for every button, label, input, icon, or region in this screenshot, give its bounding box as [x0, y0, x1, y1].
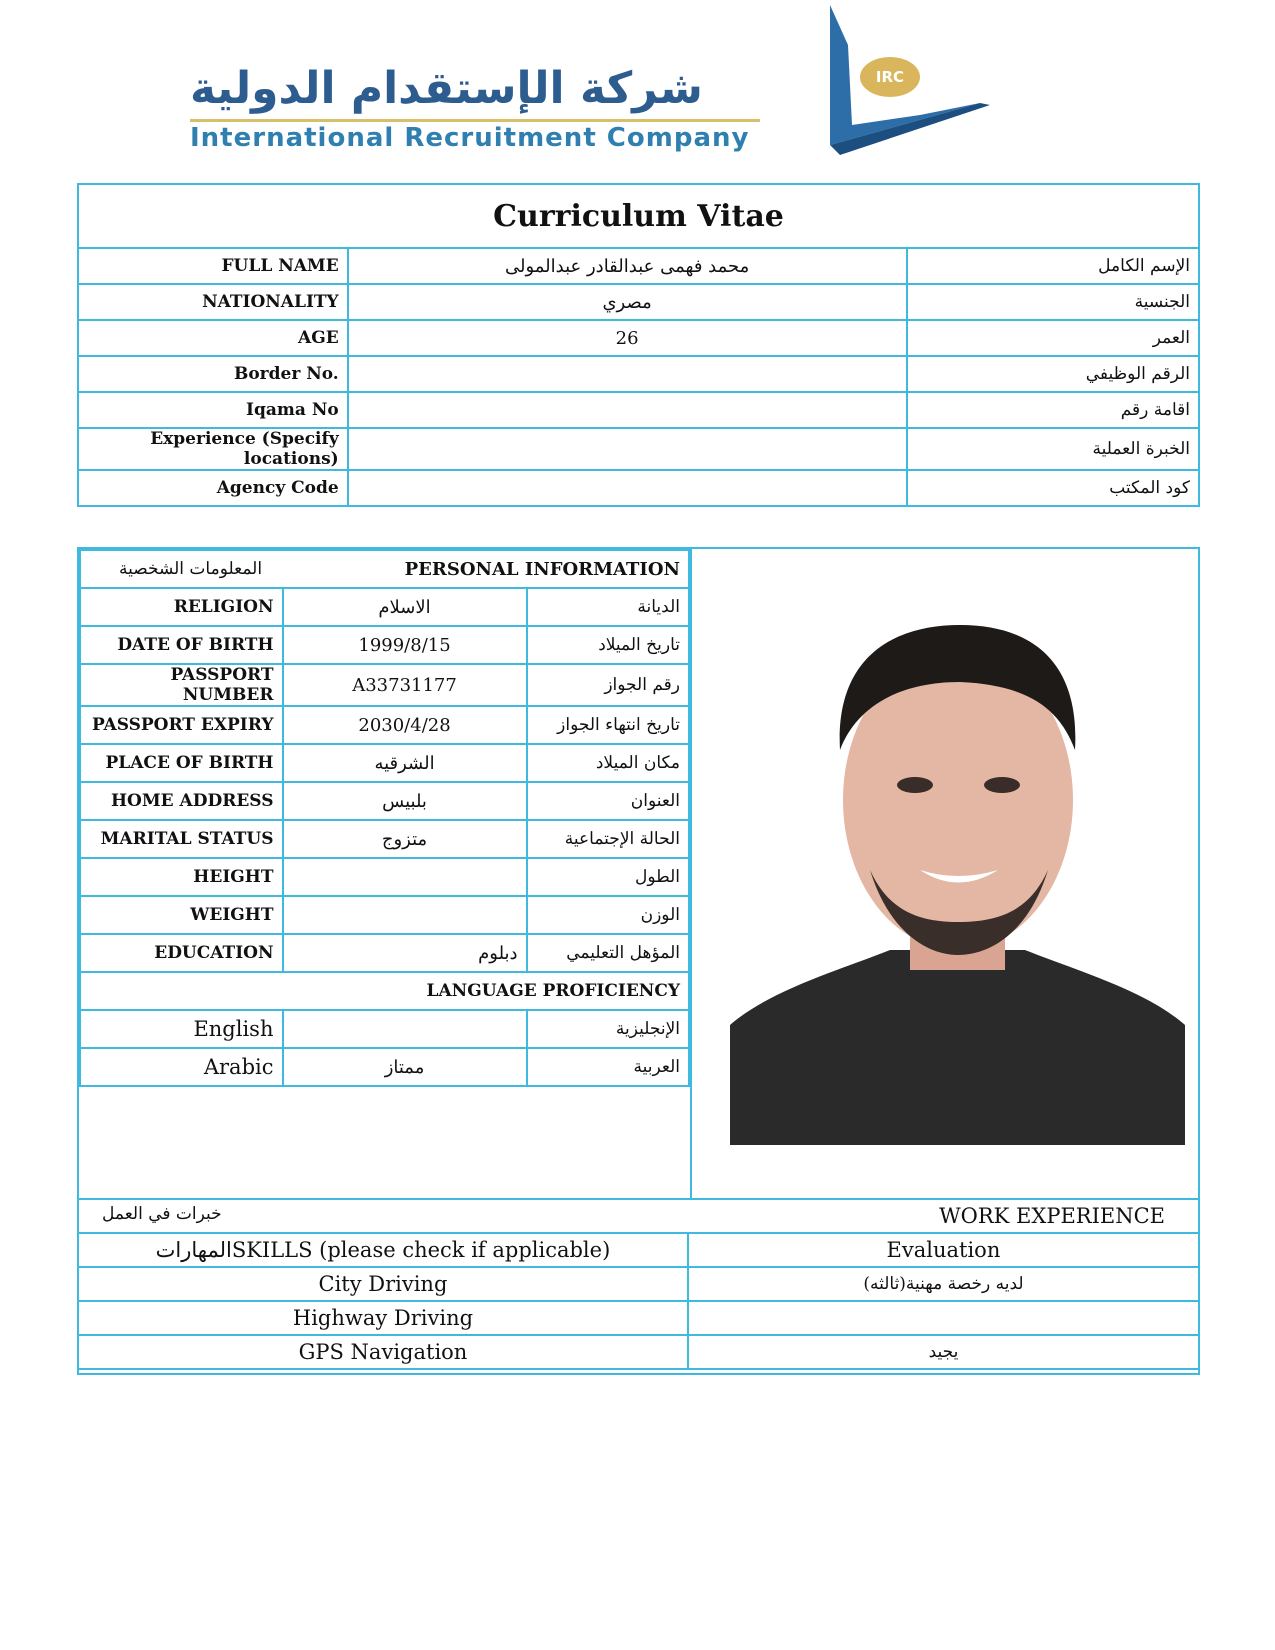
row-label: AGE	[78, 320, 348, 356]
row-value: الاسلام	[283, 588, 527, 626]
skills-table	[77, 1198, 1200, 1370]
row-label-arabic: مكان الميلاد	[527, 744, 689, 782]
row-value: محمد فهمى عبدالقادر عبدالمولى	[348, 248, 907, 284]
row-label-arabic: كود المكتب	[907, 470, 1199, 506]
irc-badge: IRC	[860, 57, 920, 97]
skill-evaluation: لديه رخصة مهنية(ثالثه)	[688, 1267, 1199, 1301]
language-label-arabic: العربية	[527, 1048, 689, 1086]
language-label: English	[80, 1010, 283, 1048]
row-label: DATE OF BIRTH	[80, 626, 283, 664]
row-label: MARITAL STATUS	[80, 820, 283, 858]
row-value: 26	[348, 320, 907, 356]
table-row	[80, 626, 689, 664]
row-label-arabic: الجنسية	[907, 284, 1199, 320]
table-row	[78, 1335, 1199, 1369]
personal-info-title: PERSONAL INFORMATION	[404, 558, 680, 580]
work-experience-heading	[78, 1199, 1199, 1233]
skill-name: City Driving	[78, 1267, 688, 1301]
table-row	[80, 1048, 689, 1086]
row-label: PASSPORT EXPIRY	[80, 706, 283, 744]
section-divider	[690, 549, 692, 1200]
row-label: PLACE OF BIRTH	[80, 744, 283, 782]
row-label: Experience (Specify locations)	[78, 428, 348, 470]
personal-info-table	[79, 549, 690, 1087]
row-value	[348, 428, 907, 470]
skill-name: GPS Navigation	[78, 1335, 688, 1369]
row-label-arabic: الرقم الوظيفي	[907, 356, 1199, 392]
row-label: EDUCATION	[80, 934, 283, 972]
table-row	[78, 356, 1199, 392]
row-label: Agency Code	[78, 470, 348, 506]
personal-info-title-arabic: المعلومات الشخصية	[119, 558, 263, 579]
table-row	[80, 664, 689, 706]
row-label-arabic: اقامة رقم	[907, 392, 1199, 428]
row-value: دبلوم	[283, 934, 527, 972]
row-label: WEIGHT	[80, 896, 283, 934]
language-label-arabic: الإنجليزية	[527, 1010, 689, 1048]
table-row	[78, 1267, 1199, 1301]
row-label-arabic: الديانة	[527, 588, 689, 626]
table-row	[78, 1301, 1199, 1335]
work-experience-title: WORK EXPERIENCE	[939, 1204, 1165, 1228]
row-label-arabic: المؤهل التعليمي	[527, 934, 689, 972]
row-label: HEIGHT	[80, 858, 283, 896]
company-name-arabic: شركة الإستقدام الدولية	[190, 63, 703, 114]
skills-heading-arabic: المهارات	[155, 1238, 232, 1262]
table-row	[80, 858, 689, 896]
row-label-arabic: الخبرة العملية	[907, 428, 1199, 470]
table-row	[80, 706, 689, 744]
row-value: الشرقيه	[283, 744, 527, 782]
row-label: NATIONALITY	[78, 284, 348, 320]
row-value	[348, 470, 907, 506]
logo-rule	[190, 119, 760, 122]
row-label: HOME ADDRESS	[80, 782, 283, 820]
table-row	[80, 934, 689, 972]
table-row	[78, 470, 1199, 506]
table-row	[80, 744, 689, 782]
table-row	[78, 320, 1199, 356]
row-label: Border No.	[78, 356, 348, 392]
row-value: 2030/4/28	[283, 706, 527, 744]
skills-heading	[78, 1233, 688, 1267]
applicant-photo	[730, 570, 1185, 1145]
company-name-english: International Recruitment Company	[190, 123, 750, 153]
table-row	[80, 782, 689, 820]
work-experience-title-arabic: خبرات في العمل	[102, 1204, 222, 1224]
row-label-arabic: الطول	[527, 858, 689, 896]
row-value: A33731177	[283, 664, 527, 706]
row-value	[283, 858, 527, 896]
row-label-arabic: تاريخ الميلاد	[527, 626, 689, 664]
row-value: بلبيس	[283, 782, 527, 820]
skill-evaluation	[688, 1301, 1199, 1335]
row-value: 1999/8/15	[283, 626, 527, 664]
row-label-arabic: الإسم الكامل	[907, 248, 1199, 284]
table-row	[78, 428, 1199, 470]
row-label: RELIGION	[80, 588, 283, 626]
row-label-arabic: تاريخ انتهاء الجواز	[527, 706, 689, 744]
personal-info-heading	[80, 550, 689, 588]
language-level	[283, 1010, 527, 1048]
page-title: Curriculum Vitae	[78, 184, 1199, 248]
table-row	[78, 392, 1199, 428]
row-value	[348, 356, 907, 392]
evaluation-heading: Evaluation	[688, 1233, 1199, 1267]
language-label: Arabic	[80, 1048, 283, 1086]
row-label-arabic: رقم الجواز	[527, 664, 689, 706]
row-label: FULL NAME	[78, 248, 348, 284]
row-value	[283, 896, 527, 934]
language-level: ممتاز	[283, 1048, 527, 1086]
table-row	[80, 820, 689, 858]
table-row	[80, 896, 689, 934]
language-heading: LANGUAGE PROFICIENCY	[80, 972, 689, 1010]
table-row	[78, 248, 1199, 284]
row-value: متزوج	[283, 820, 527, 858]
skill-evaluation: يجيد	[688, 1335, 1199, 1369]
cv-summary-table	[77, 183, 1200, 507]
table-row	[80, 588, 689, 626]
row-value	[348, 392, 907, 428]
table-row	[78, 284, 1199, 320]
row-label-arabic: الحالة الإجتماعية	[527, 820, 689, 858]
company-logo	[180, 5, 1020, 165]
row-value: مصري	[348, 284, 907, 320]
skill-name: Highway Driving	[78, 1301, 688, 1335]
row-label-arabic: العنوان	[527, 782, 689, 820]
table-row	[80, 1010, 689, 1048]
row-label-arabic: الوزن	[527, 896, 689, 934]
row-label: Iqama No	[78, 392, 348, 428]
row-label-arabic: العمر	[907, 320, 1199, 356]
skills-heading-english: SKILLS (please check if applicable)	[231, 1238, 611, 1262]
row-label: PASSPORT NUMBER	[80, 664, 283, 706]
